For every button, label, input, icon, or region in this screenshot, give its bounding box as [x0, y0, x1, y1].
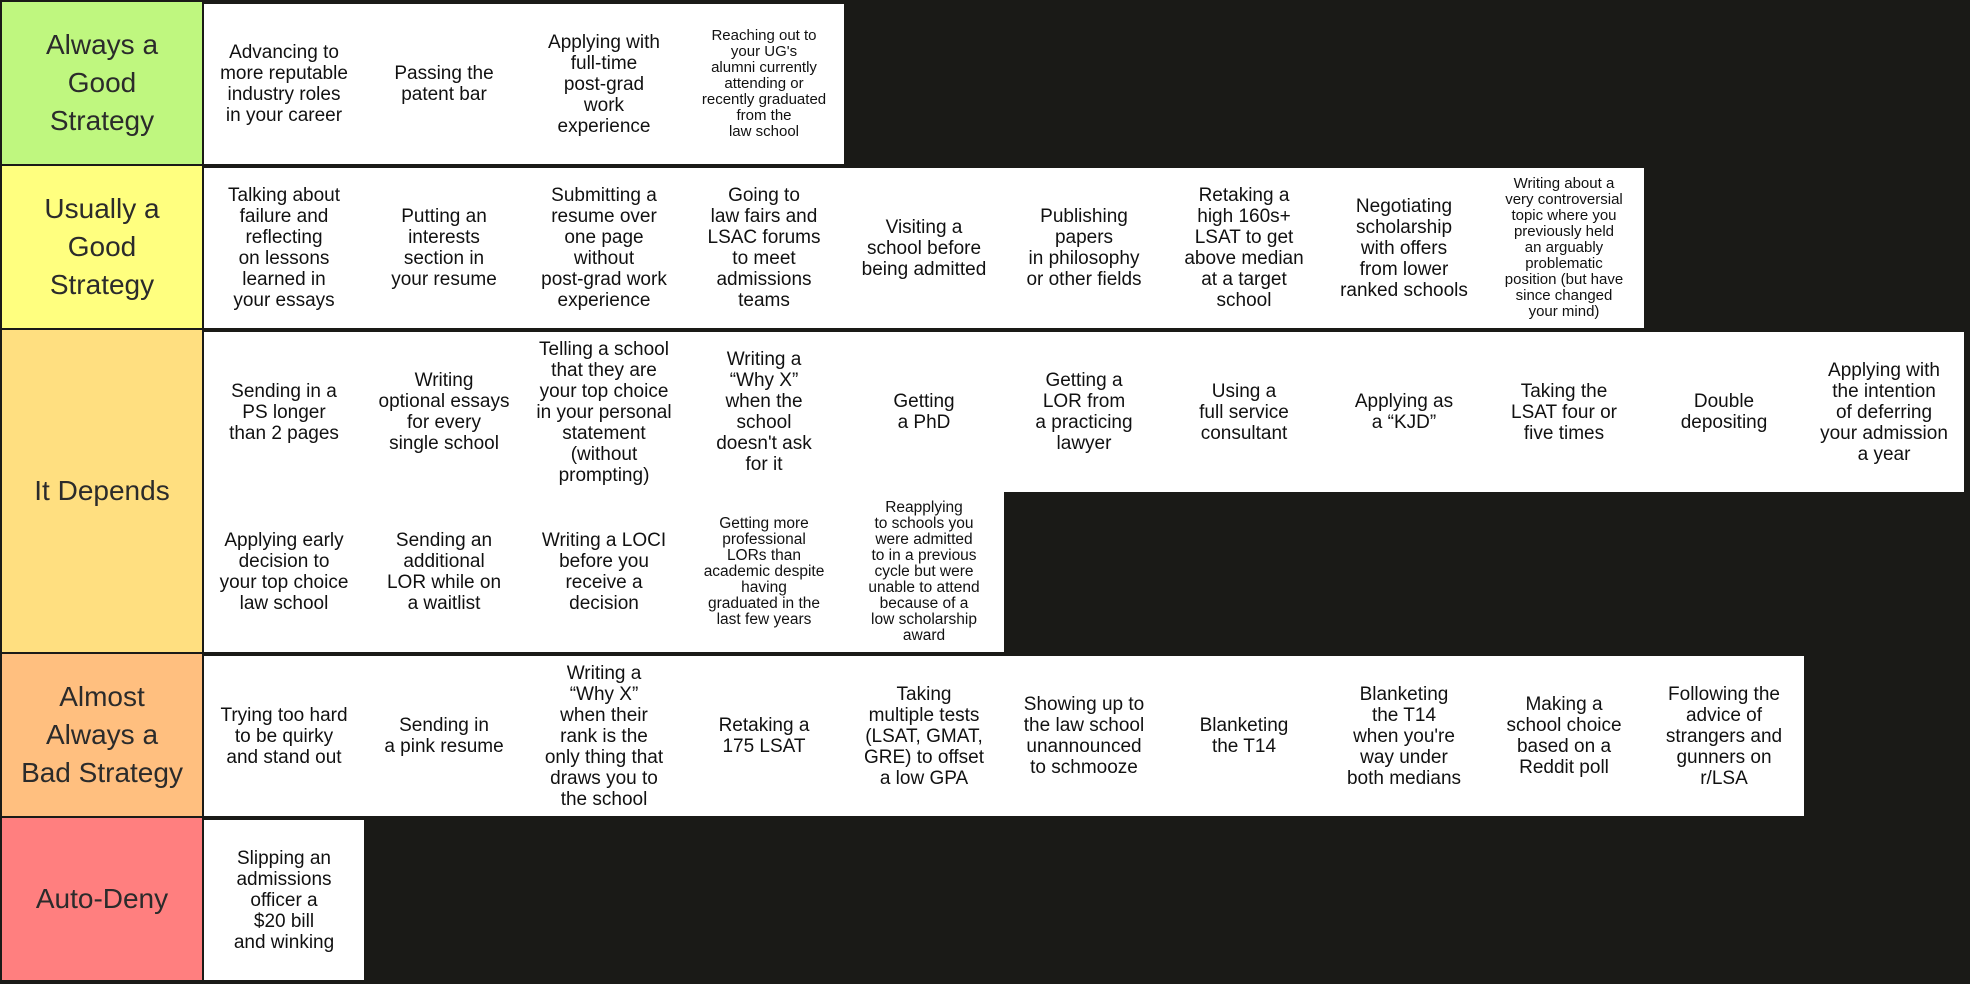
tier-label-usually-good[interactable]: Usually a Good Strategy: [2, 166, 202, 328]
tier-row-usually-good: [0, 166, 1970, 328]
tier-item[interactable]: Negotiating scholarship with offers from lower ranked schools: [1324, 168, 1484, 328]
tier-item[interactable]: Slipping an admissions officer a $20 bill and winking: [204, 820, 364, 980]
tier-item[interactable]: Applying early decision to your top choice law school: [204, 492, 364, 652]
tier-item[interactable]: Visiting a school before being admitted: [844, 168, 1004, 328]
tier-items-row: [204, 4, 844, 164]
tier-item[interactable]: Telling a school that they are your top choice in your personal statement (without prompting): [524, 332, 684, 492]
tier-item[interactable]: Publishing papers in philosophy or other fields: [1004, 168, 1164, 328]
tier-item[interactable]: Showing up to the law school unannounced to schmooze: [1004, 656, 1164, 816]
tier-item[interactable]: Applying as a “KJD”: [1324, 332, 1484, 492]
tier-items-row: [204, 820, 364, 980]
tier-items-row: [204, 332, 1964, 492]
tier-item[interactable]: Getting a LOR from a practicing lawyer: [1004, 332, 1164, 492]
tier-item[interactable]: Blanketing the T14: [1164, 656, 1324, 816]
tier-item[interactable]: Sending in a pink resume: [364, 656, 524, 816]
tier-item[interactable]: Retaking a high 160s+ LSAT to get above median at a target school: [1164, 168, 1324, 328]
tier-item[interactable]: Passing the patent bar: [364, 4, 524, 164]
tier-row-almost-always-bad: [0, 654, 1970, 816]
tier-item[interactable]: Writing a LOCI before you receive a decision: [524, 492, 684, 652]
tier-item[interactable]: Sending an additional LOR while on a waitlist: [364, 492, 524, 652]
tier-item[interactable]: Applying with full-time post-grad work experience: [524, 4, 684, 164]
tier-item[interactable]: Reapplying to schools you were admitted to in a previous cycle but were unable to attend because of a low scholarship award: [844, 492, 1004, 652]
tier-item[interactable]: Taking multiple tests (LSAT, GMAT, GRE) to offset a low GPA: [844, 656, 1004, 816]
tier-item[interactable]: Double depositing: [1644, 332, 1804, 492]
tier-items-usually-good: [204, 166, 1970, 328]
tier-label-always-good[interactable]: Always a Good Strategy: [2, 2, 202, 164]
tier-items-row: [204, 656, 1804, 816]
tier-item[interactable]: Advancing to more reputable industry roles in your career: [204, 4, 364, 164]
tier-item[interactable]: Writing a “Why X” when their rank is the only thing that draws you to the school: [524, 656, 684, 816]
tier-row-it-depends: [0, 330, 1970, 652]
tier-item[interactable]: Taking the LSAT four or five times: [1484, 332, 1644, 492]
tier-items-row: [204, 168, 1644, 328]
tier-items-it-depends: [204, 330, 1970, 652]
tier-item[interactable]: Making a school choice based on a Reddit poll: [1484, 656, 1644, 816]
tier-item[interactable]: Getting more professional LORs than academic despite having graduated in the last few years: [684, 492, 844, 652]
tier-item[interactable]: Reaching out to your UG's alumni currently attending or recently graduated from the law school: [684, 4, 844, 164]
tier-item[interactable]: Writing a “Why X” when the school doesn't ask for it: [684, 332, 844, 492]
tier-item[interactable]: Sending in a PS longer than 2 pages: [204, 332, 364, 492]
tier-item[interactable]: Going to law fairs and LSAC forums to meet admissions teams: [684, 168, 844, 328]
tier-row-auto-deny: [0, 818, 1970, 980]
tier-item[interactable]: Trying too hard to be quirky and stand out: [204, 656, 364, 816]
tier-item[interactable]: Submitting a resume over one page without post-grad work experience: [524, 168, 684, 328]
tier-item[interactable]: Following the advice of strangers and gunners on r/LSA: [1644, 656, 1804, 816]
tier-label-almost-always-bad[interactable]: Almost Always a Bad Strategy: [2, 654, 202, 816]
tier-item[interactable]: Talking about failure and reflecting on lessons learned in your essays: [204, 168, 364, 328]
tier-label-auto-deny[interactable]: Auto-Deny: [2, 818, 202, 980]
tier-items-almost-always-bad: [204, 654, 1970, 816]
tier-label-it-depends[interactable]: It Depends: [2, 330, 202, 652]
tier-item[interactable]: Writing about a very controversial topic where you previously held an arguably problematic position (but have since changed your mind): [1484, 168, 1644, 328]
tier-item[interactable]: Getting a PhD: [844, 332, 1004, 492]
tier-item[interactable]: Using a full service consultant: [1164, 332, 1324, 492]
tier-items-always-good: [204, 2, 1970, 164]
tier-item[interactable]: Putting an interests section in your resume: [364, 168, 524, 328]
tier-items-row: [204, 492, 1004, 652]
tier-item[interactable]: Writing optional essays for every single school: [364, 332, 524, 492]
tier-items-auto-deny: [204, 818, 1970, 980]
tier-item[interactable]: Retaking a 175 LSAT: [684, 656, 844, 816]
tier-row-always-good: [0, 2, 1970, 164]
tier-item[interactable]: Blanketing the T14 when you're way under both medians: [1324, 656, 1484, 816]
tier-item[interactable]: Applying with the intention of deferring your admission a year: [1804, 332, 1964, 492]
